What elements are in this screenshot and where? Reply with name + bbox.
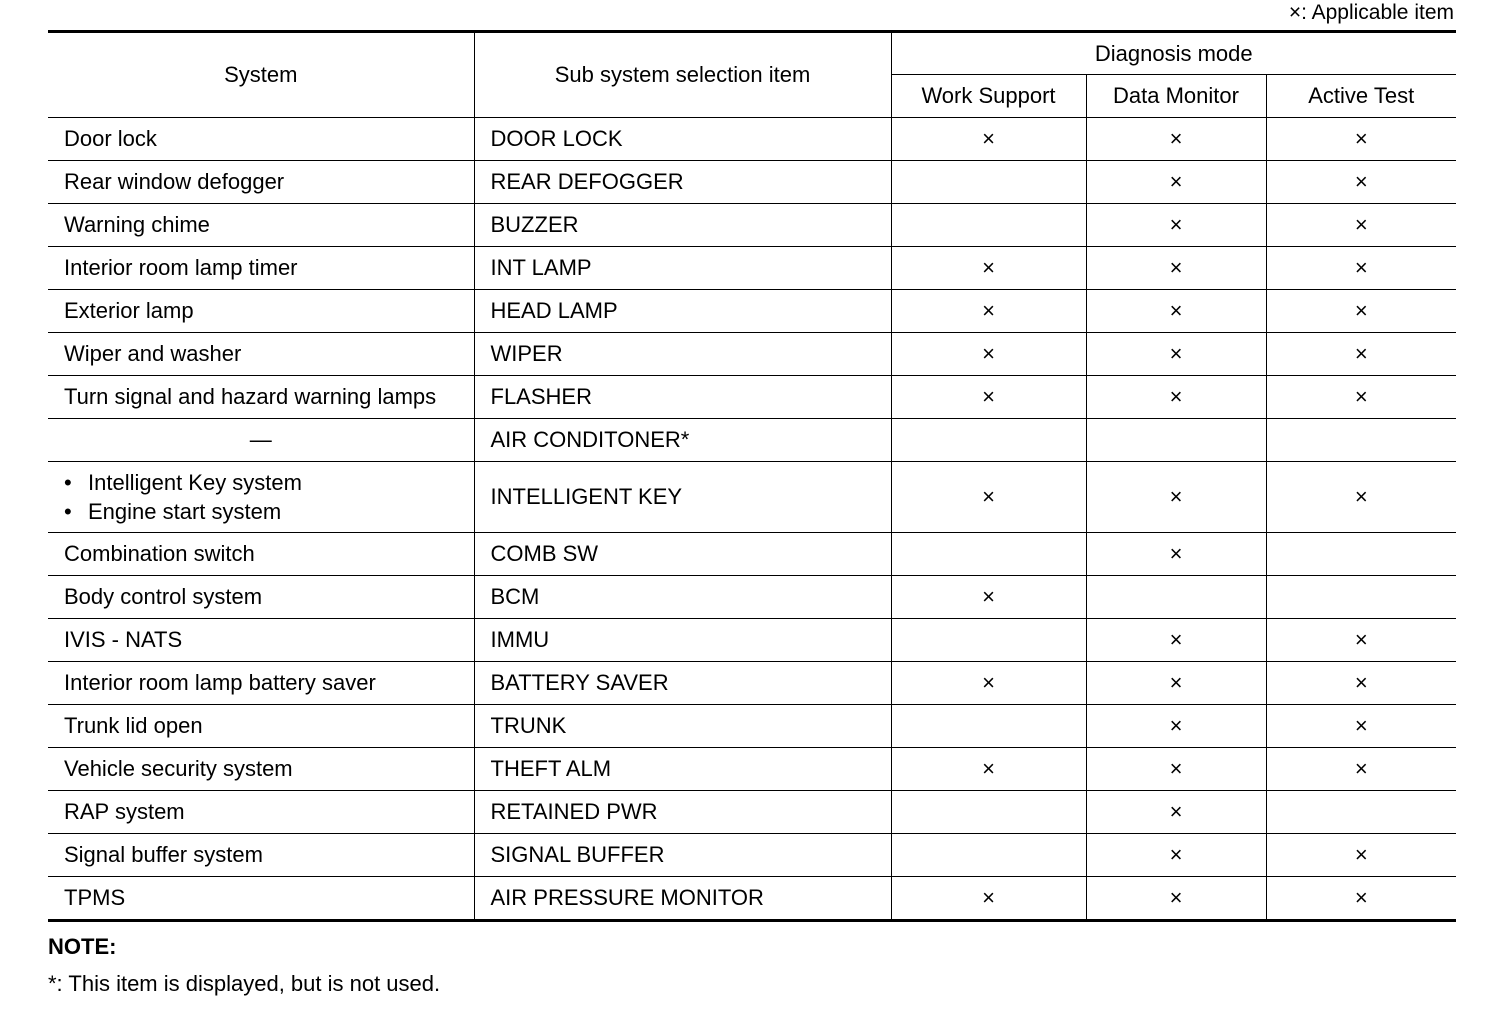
table-row: [48, 748, 1456, 791]
sub-system-cell: DOOR LOCK: [474, 118, 891, 161]
work-support-mark: [891, 533, 1086, 576]
sub-system-cell: TRUNK: [474, 705, 891, 748]
table-row: [48, 333, 1456, 376]
work-support-mark: ×: [891, 662, 1086, 705]
active-test-mark: [1266, 576, 1456, 619]
data-monitor-mark: ×: [1086, 662, 1266, 705]
data-monitor-mark: ×: [1086, 376, 1266, 419]
system-bullet-item: [64, 468, 474, 497]
sub-system-cell: BATTERY SAVER: [474, 662, 891, 705]
active-test-mark: ×: [1266, 376, 1456, 419]
table-row: [48, 118, 1456, 161]
sub-system-cell: INT LAMP: [474, 247, 891, 290]
active-test-mark: ×: [1266, 118, 1456, 161]
system-bullet-text: Engine start system: [88, 499, 282, 524]
system-bullet-text: Intelligent Key system: [88, 470, 302, 495]
system-cell: IVIS - NATS: [48, 619, 474, 662]
data-monitor-mark: ×: [1086, 462, 1266, 533]
active-test-mark: ×: [1266, 662, 1456, 705]
system-cell: Trunk lid open: [48, 705, 474, 748]
active-test-mark: ×: [1266, 705, 1456, 748]
system-cell: Interior room lamp timer: [48, 247, 474, 290]
data-monitor-mark: ×: [1086, 533, 1266, 576]
work-support-mark: [891, 619, 1086, 662]
work-support-mark: ×: [891, 462, 1086, 533]
data-monitor-column-header: Data Monitor: [1086, 75, 1266, 118]
data-monitor-mark: [1086, 576, 1266, 619]
system-cell: Exterior lamp: [48, 290, 474, 333]
work-support-mark: [891, 204, 1086, 247]
table-row: [48, 462, 1456, 533]
sub-system-cell: COMB SW: [474, 533, 891, 576]
active-test-mark: ×: [1266, 877, 1456, 921]
data-monitor-mark: ×: [1086, 834, 1266, 877]
system-cell: Wiper and washer: [48, 333, 474, 376]
bullet-icon: •: [64, 470, 72, 495]
system-cell: Door lock: [48, 118, 474, 161]
data-monitor-mark: ×: [1086, 619, 1266, 662]
sub-system-cell: BCM: [474, 576, 891, 619]
sub-system-cell: HEAD LAMP: [474, 290, 891, 333]
active-test-mark: [1266, 791, 1456, 834]
data-monitor-mark: ×: [1086, 247, 1266, 290]
system-cell: Warning chime: [48, 204, 474, 247]
data-monitor-mark: ×: [1086, 333, 1266, 376]
table-row: [48, 290, 1456, 333]
active-test-mark: ×: [1266, 748, 1456, 791]
data-monitor-mark: ×: [1086, 290, 1266, 333]
work-support-mark: ×: [891, 290, 1086, 333]
work-support-mark: ×: [891, 877, 1086, 921]
system-cell: TPMS: [48, 877, 474, 921]
sub-system-cell: REAR DEFOGGER: [474, 161, 891, 204]
sub-system-cell: RETAINED PWR: [474, 791, 891, 834]
active-test-mark: ×: [1266, 333, 1456, 376]
system-cell: Signal buffer system: [48, 834, 474, 877]
system-column-header: System: [48, 32, 474, 118]
sub-system-cell: THEFT ALM: [474, 748, 891, 791]
work-support-mark: ×: [891, 247, 1086, 290]
work-support-mark: [891, 705, 1086, 748]
active-test-column-header: Active Test: [1266, 75, 1456, 118]
work-support-mark: ×: [891, 333, 1086, 376]
table-body: [48, 118, 1456, 921]
work-support-mark: ×: [891, 118, 1086, 161]
system-cell: Combination switch: [48, 533, 474, 576]
data-monitor-mark: ×: [1086, 877, 1266, 921]
active-test-mark: ×: [1266, 619, 1456, 662]
table-row: [48, 533, 1456, 576]
table-row: [48, 204, 1456, 247]
work-support-mark: ×: [891, 748, 1086, 791]
applicable-item-legend: ×: Applicable item: [1288, 1, 1454, 24]
note-text: *: This item is displayed, but is not used.: [48, 971, 441, 996]
system-cell: Rear window defogger: [48, 161, 474, 204]
active-test-mark: [1266, 419, 1456, 462]
sub-system-column-header: Sub system selection item: [474, 32, 891, 118]
table-row: [48, 877, 1456, 921]
sub-system-cell: AIR CONDITONER*: [474, 419, 891, 462]
data-monitor-mark: ×: [1086, 204, 1266, 247]
sub-system-cell: SIGNAL BUFFER: [474, 834, 891, 877]
table-row: [48, 161, 1456, 204]
table-row: [48, 247, 1456, 290]
system-cell: Turn signal and hazard warning lamps: [48, 376, 474, 419]
table-row: [48, 834, 1456, 877]
work-support-column-header: Work Support: [891, 75, 1086, 118]
system-cell: Body control system: [48, 576, 474, 619]
system-cell: Interior room lamp battery saver: [48, 662, 474, 705]
data-monitor-mark: ×: [1086, 705, 1266, 748]
data-monitor-mark: ×: [1086, 791, 1266, 834]
active-test-mark: ×: [1266, 204, 1456, 247]
table-row: [48, 376, 1456, 419]
table-row: [48, 705, 1456, 748]
work-support-mark: [891, 834, 1086, 877]
table-row: [48, 791, 1456, 834]
active-test-mark: ×: [1266, 290, 1456, 333]
system-cell: Vehicle security system: [48, 748, 474, 791]
active-test-mark: ×: [1266, 834, 1456, 877]
active-test-mark: ×: [1266, 161, 1456, 204]
work-support-mark: [891, 161, 1086, 204]
diagnosis-mode-header: Diagnosis mode: [891, 32, 1456, 75]
sub-system-cell: IMMU: [474, 619, 891, 662]
active-test-mark: ×: [1266, 247, 1456, 290]
system-bullet-item: [64, 497, 474, 526]
active-test-mark: ×: [1266, 462, 1456, 533]
note-label: NOTE:: [48, 934, 117, 959]
table-row: [48, 619, 1456, 662]
system-bullet-list: [64, 468, 474, 526]
sub-system-cell: FLASHER: [474, 376, 891, 419]
active-test-mark: [1266, 533, 1456, 576]
work-support-mark: ×: [891, 576, 1086, 619]
work-support-mark: [891, 419, 1086, 462]
system-cell: —: [48, 419, 474, 462]
data-monitor-mark: ×: [1086, 748, 1266, 791]
work-support-mark: ×: [891, 376, 1086, 419]
sub-system-cell: BUZZER: [474, 204, 891, 247]
table-row: [48, 576, 1456, 619]
sub-system-cell: AIR PRESSURE MONITOR: [474, 877, 891, 921]
sub-system-cell: WIPER: [474, 333, 891, 376]
bullet-icon: •: [64, 499, 72, 524]
table-row: [48, 419, 1456, 462]
system-cell: RAP system: [48, 791, 474, 834]
data-monitor-mark: [1086, 419, 1266, 462]
work-support-mark: [891, 791, 1086, 834]
sub-system-cell: INTELLIGENT KEY: [474, 462, 891, 533]
table-row: [48, 662, 1456, 705]
system-cell: [48, 462, 474, 533]
diagnosis-mode-table: [48, 30, 1456, 922]
data-monitor-mark: ×: [1086, 118, 1266, 161]
data-monitor-mark: ×: [1086, 161, 1266, 204]
